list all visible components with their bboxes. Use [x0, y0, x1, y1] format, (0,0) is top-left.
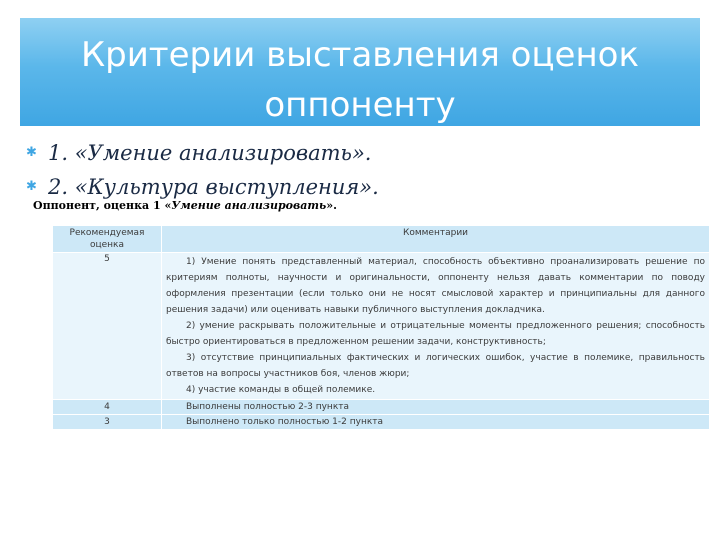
grade-cell: 3	[53, 415, 162, 430]
table-row	[53, 415, 710, 430]
bullet-list	[20, 136, 680, 204]
table-caption	[33, 199, 337, 212]
grade-cell: 4	[53, 400, 162, 415]
grade-cell: 5	[53, 253, 162, 400]
comment-paragraph: 2) умение раскрывать положительные и отрицательные моменты предложенного решения; способность быстро ориентироваться в предложенном решении задачи, конструктивность;	[166, 321, 705, 347]
bullet-text: 1. «Умение анализировать».	[48, 141, 372, 165]
table-row	[53, 400, 710, 415]
comment-cell	[162, 253, 710, 400]
caption-tail: ».	[326, 199, 337, 212]
column-header-grade: Рекомендуемая оценка	[53, 226, 162, 253]
caption-lead: Оппонент, оценка 1 «	[33, 199, 172, 212]
comment-paragraph: 4) участие команды в общей полемике.	[186, 385, 376, 395]
comment-paragraph: Выполнены полностью 2-3 пункта	[186, 402, 350, 412]
slide-title: Критерии выставления оценок оппоненту	[80, 35, 640, 125]
asterisk-bullet-icon: ✱	[26, 179, 37, 194]
comment-cell	[162, 415, 710, 430]
bullet-text: 2. «Культура выступления».	[48, 175, 379, 199]
table-header-row	[53, 226, 710, 253]
comment-paragraph: Выполнено только полностью 1-2 пункта	[186, 417, 384, 427]
column-header-comments: Комментарии	[162, 226, 710, 253]
bullet-item	[20, 136, 680, 170]
comment-paragraph: 1) Умение понять представленный материал, способность объективно проанализировать решение по критериям полноты, научности и оригинальности, оппоненту нельзя давать комментарии по поводу оформления презентации (если только они не носят смысловой характер и принципиальны для данного решения задачи) или оценивать навыки публичного выступления докладчика.	[166, 257, 705, 315]
criteria-table	[52, 225, 710, 430]
comment-paragraph: 3) отсутствие принципиальных фактических и логических ошибок, участие в полемике, правильность ответов на вопросы участников боя, членов жюри;	[166, 353, 705, 379]
comment-cell	[162, 400, 710, 415]
asterisk-bullet-icon: ✱	[26, 145, 37, 160]
caption-italic: Умение анализировать	[171, 199, 327, 212]
table-row	[53, 253, 710, 400]
